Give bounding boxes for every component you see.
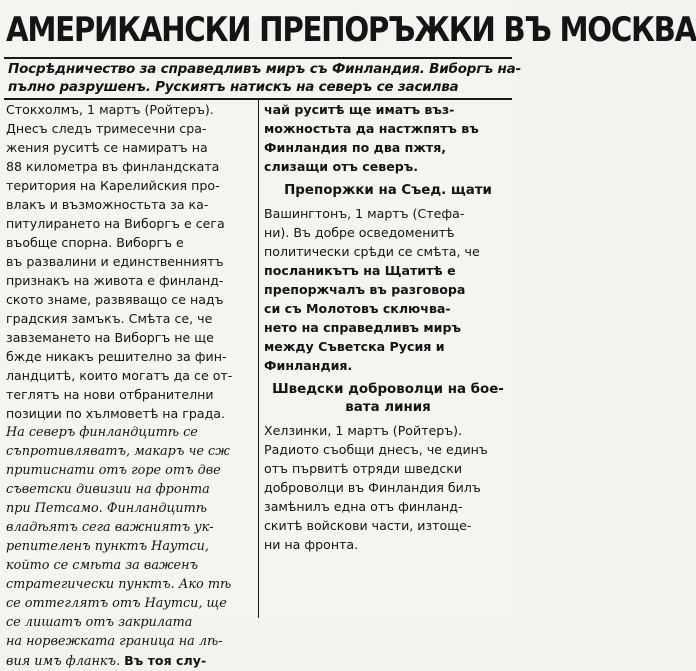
text-line: владѣятъ сега важниятъ ук- — [6, 520, 214, 535]
left-column — [6, 100, 256, 670]
text-line: можностьта да настжпятъ въ — [264, 121, 479, 136]
text-line: съветски дивизии на фронта — [6, 482, 210, 497]
text-line: се лишатъ отъ закрилата — [6, 615, 193, 630]
left-column-paragraph — [6, 100, 256, 423]
text-line: политически срѣди се смѣта, че — [264, 244, 480, 259]
text-line: репителенъ пунктъ Наутси, — [6, 539, 209, 554]
text-line: чай руситѣ ще иматъ въз- — [264, 102, 455, 117]
text-line — [6, 651, 256, 670]
text-line: позиции по хълмоветѣ на града. — [6, 406, 225, 421]
right-column — [264, 100, 512, 554]
text-line: Финландия по два пжтя, — [264, 140, 447, 155]
text-line: На северъ финландцитѣ се — [6, 425, 198, 440]
text-line: стратегически пунктъ. Ако тѣ — [6, 577, 232, 592]
text-line: въобще спорна. Виборгъ е — [6, 235, 184, 250]
section-title-recommendations: Препоржки на Съед. щати — [284, 183, 492, 198]
text-line: препоржчалъ въ разговора — [264, 282, 466, 297]
text-line: отъ първитѣ отряди шведски — [264, 461, 463, 476]
text-line: бжде никакъ решително за фин- — [6, 349, 227, 364]
text-line: жения руситѣ се намиратъ на — [6, 140, 208, 155]
text-line: признакъ на живота е финланд- — [6, 273, 224, 288]
section-title-volunteers — [264, 381, 512, 417]
left-column-italic-paragraph — [6, 423, 256, 670]
text-line: ското знаме, развяващо се надъ — [6, 292, 224, 307]
section-title-line: вата линия — [345, 400, 431, 415]
subheadline-line: Посрѣдничество за справедливъ миръ съ Финландия. Виборгъ на- — [8, 61, 521, 77]
text-line: доброволци въ Финландия билъ — [264, 480, 481, 495]
volunteers-paragraph — [264, 421, 512, 554]
headline: АМЕРИКАНСКИ ПРЕПОРЪЖКИ ВЪ МОСКВА — [6, 10, 696, 50]
text-line: Хелзинки, 1 мартъ (Ройтеръ). — [264, 423, 463, 438]
subheadline — [8, 60, 521, 96]
headline-rule — [4, 57, 512, 59]
text-line: слизащи отъ северъ. — [264, 159, 419, 174]
column-divider — [258, 100, 259, 618]
continued-text: Въ тоя слу- — [124, 653, 207, 668]
text-line: който се смѣта за важенъ — [6, 558, 199, 573]
text-line: Стокхолмъ, 1 мартъ (Ройтеръ). — [6, 102, 214, 117]
text-line: притиснати отъ горе отъ две — [6, 463, 221, 478]
text-line: на норвежката граница на лѣ- — [6, 634, 223, 649]
text-line: замѣнилъ една отъ финланд- — [264, 499, 463, 514]
text-line: си съ Молотовъ сключва- — [264, 301, 451, 316]
text-line: нето на справедливъ миръ — [264, 320, 461, 335]
text-line: между Съветска Русия и — [264, 339, 445, 354]
text-line: територия на Карелийския про- — [6, 178, 220, 193]
text-line: Вашингтонъ, 1 мартъ (Стефа- — [264, 206, 465, 221]
text-line: влакъ и възможностьта за ка- — [6, 197, 209, 212]
text-line: съпротивляватъ, макаръ че сж — [6, 444, 230, 459]
continuation-paragraph — [264, 100, 512, 176]
text-line: скитѣ войскови части, изтоще- — [264, 518, 472, 533]
text-line: теглятъ на нови отбранителни — [6, 387, 214, 402]
text-line: завземането на Виборгъ не ще — [6, 330, 214, 345]
text-fragment: вия имъ фланкъ. — [6, 654, 121, 669]
text-line: въ развалини и единственниятъ — [6, 254, 224, 269]
text-line: Финландия. — [264, 358, 353, 373]
text-line: се оттеглятъ отъ Наутси, ще — [6, 596, 227, 611]
text-line: посланикътъ на Щатитѣ е — [264, 263, 456, 278]
subheadline-line: пълно разрушенъ. Рускиятъ натискъ на северъ се засилва — [8, 79, 459, 95]
text-line: 88 километра въ финландската — [6, 159, 220, 174]
text-line: ни). Въ добре осведоменитѣ — [264, 225, 455, 240]
text-line: при Петсамо. Финландцитѣ — [6, 501, 208, 516]
recommendations-paragraph — [264, 204, 512, 375]
text-line: Днесъ следъ тримесечни сра- — [6, 121, 207, 136]
text-line: ни на фронта. — [264, 537, 359, 552]
text-line: Радиото съобщи днесъ, че единъ — [264, 442, 488, 457]
section-title-line: Шведски доброволци на бое- — [272, 382, 504, 397]
text-line: градския замъкъ. Смѣта се, че — [6, 311, 213, 326]
text-line: питулирането на Виборгъ е сега — [6, 216, 225, 231]
text-line: ландцитѣ, които могатъ да се от- — [6, 368, 233, 383]
